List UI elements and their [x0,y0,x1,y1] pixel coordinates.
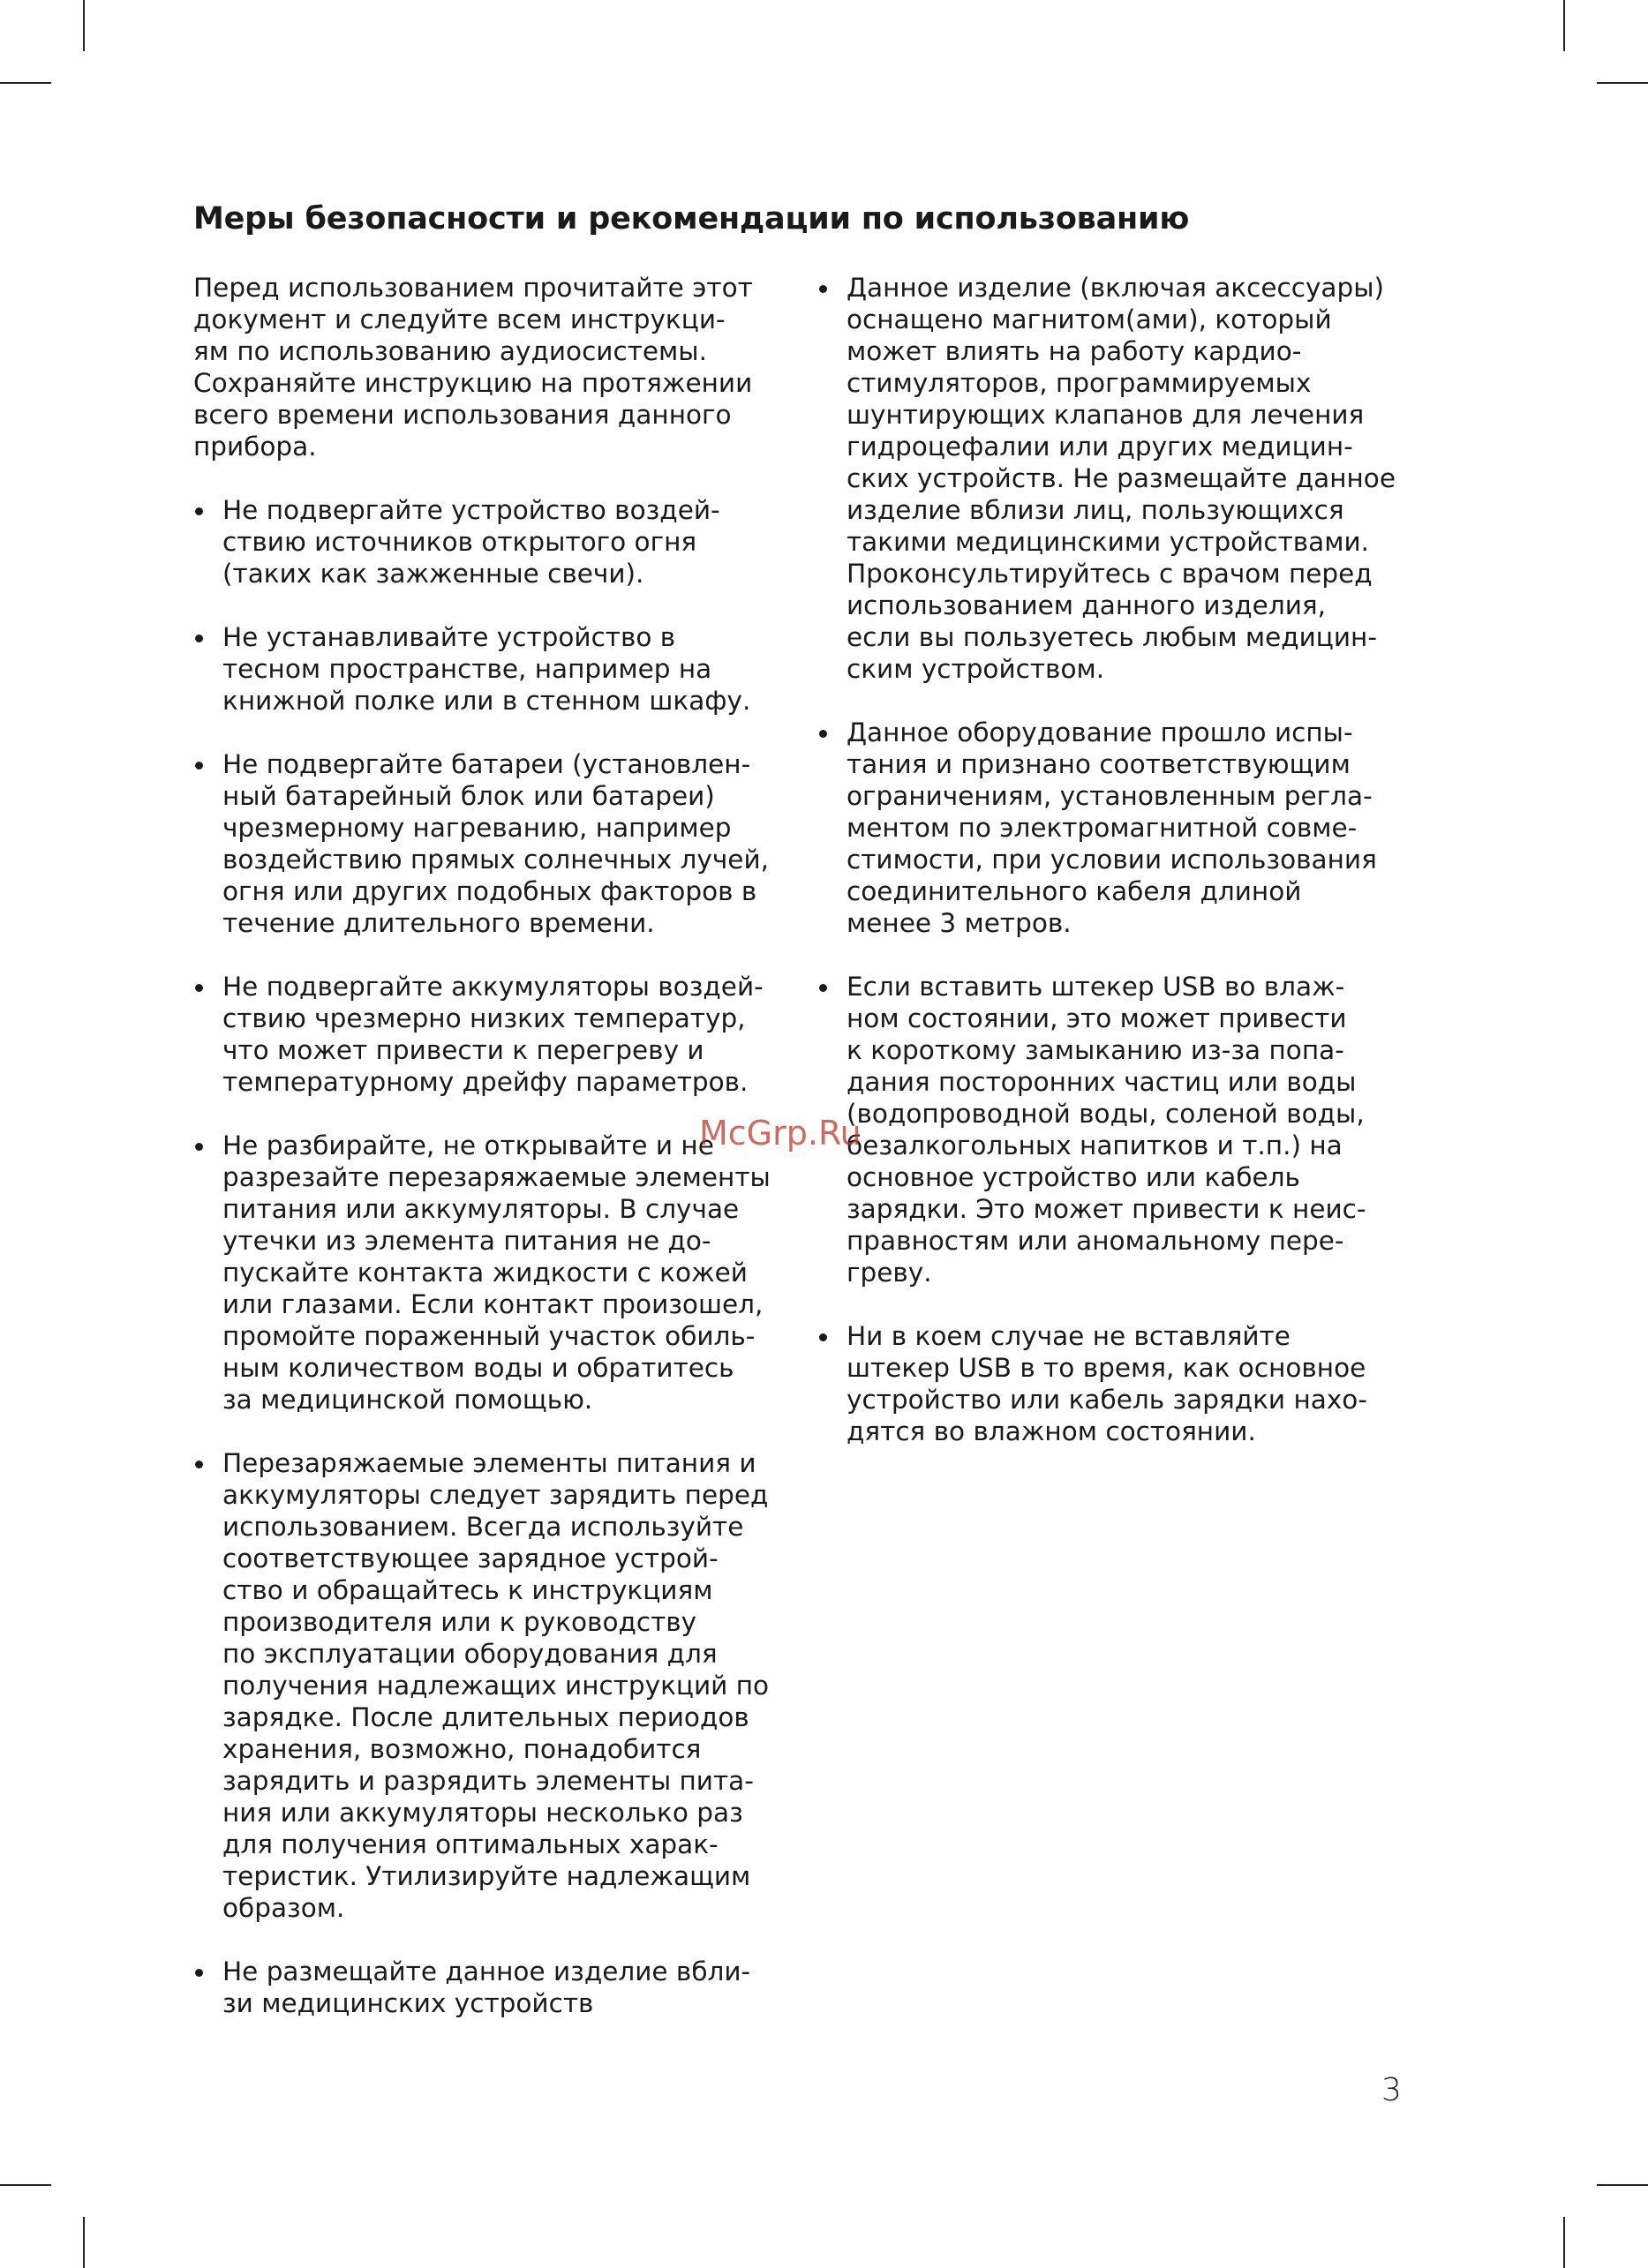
text-line: менее 3 метров. [847,908,1072,938]
bullet-item [193,1447,811,1924]
bullet-dot-icon [195,762,203,770]
text-line: Не подвергайте устройство воздей- [222,495,720,525]
page-number: 3 [1381,2072,1402,2108]
text-line: течение длительного времени. [222,908,655,938]
text-line: ство и обращайтесь к инструкциям [222,1575,713,1605]
crop-mark-top-left-vertical [83,0,85,51]
text-line: к короткому замыканию из-за попа- [847,1035,1344,1065]
text-line: использованием данного изделия, [847,590,1326,620]
bullet-dot-icon [819,1333,827,1341]
bullet-item [193,748,811,939]
crop-mark-top-right-horizontal [1597,82,1648,84]
text-line: питания или аккумуляторы. В случае [222,1194,740,1224]
text-line: Проконсультируйтесь с врачом перед [847,559,1373,589]
text-line: по эксплуатации оборудования для [222,1639,718,1669]
text-line: ограничениям, установленным регла- [847,781,1373,811]
text-line: ских устройств. Не размещайте данное [847,463,1396,493]
text-line: зи медицинских устройств [222,1988,594,2018]
bullet-dot-icon [195,984,203,992]
crop-mark-bottom-left-horizontal [0,2184,51,2186]
text-line: устройство или кабель зарядки нахо- [847,1385,1367,1415]
text-line: всего времени использования данного [193,400,732,430]
bullet-item [193,971,811,1098]
text-line: ствию источников открытого огня [222,527,697,557]
bullet-item [193,1130,811,1416]
text-line: изделие вблизи лиц, пользующихся [847,495,1344,525]
text-line: ментом по электромагнитной совме- [847,813,1358,843]
text-line: производителя или к руководству [222,1607,697,1637]
page-title: Меры безопасности и рекомендации по использованию [193,201,1190,237]
bullet-item [817,1320,1418,1447]
text-line: теристик. Утилизируйте надлежащим [222,1861,751,1891]
text-line: или глазами. Если контакт произошел, [222,1289,764,1319]
bullet-item [817,971,1418,1288]
text-line: документ и следуйте всем инструкци- [193,304,726,334]
right-bullet-list [817,272,1418,1447]
bullet-dot-icon [195,507,203,515]
text-line: греву. [847,1258,932,1288]
bullet-item [193,494,811,590]
text-line: огня или других подобных факторов в [222,876,757,906]
right-column [817,272,1418,1479]
text-line: Данное оборудование прошло испы- [847,717,1353,747]
text-line: утечки из элемента питания не до- [222,1226,711,1256]
text-line: за медицинской помощью. [222,1385,593,1415]
text-line: Перезаряжаемые элементы питания и [222,1448,756,1478]
text-line: воздействию прямых солнечных лучей, [222,845,769,875]
crop-mark-bottom-left-vertical [83,2217,85,2268]
crop-mark-bottom-right-horizontal [1597,2184,1648,2186]
crop-mark-top-left-horizontal [0,82,51,84]
text-line: стимуляторов, программируемых [847,368,1312,398]
text-line: гидроцефалии или других медицин- [847,432,1353,462]
text-line: ным количеством воды и обратитесь [222,1353,734,1383]
bullet-dot-icon [819,285,827,293]
text-line: Не устанавливайте устройство в [222,622,676,652]
bullet-item [193,621,811,717]
text-line: разрезайте перезаряжаемые элементы [222,1162,771,1192]
text-line: для получения оптимальных харак- [222,1829,719,1859]
text-line: (таких как зажженные свечи). [222,559,644,589]
text-line: Если вставить штекер USB во влаж- [847,972,1345,1002]
text-line: пускайте контакта жидкости с кожей [222,1258,748,1288]
text-line: Не разбирайте, не открывайте и не [222,1130,714,1160]
text-line: использованием. Всегда используйте [222,1512,744,1542]
text-line: зарядке. После длительных периодов [222,1702,749,1732]
text-line: (водопроводной воды, соленой воды, [847,1099,1365,1129]
text-line: ям по использованию аудиосистемы. [193,336,707,366]
text-line: температурному дрейфу параметров. [222,1067,749,1097]
intro-paragraph [193,272,811,462]
text-line: книжной полке или в стенном шкафу. [222,686,751,716]
text-line: Данное изделие (включая аксессуары) [847,273,1385,303]
text-line: тесном пространстве, например на [222,654,712,684]
text-line: безалкогольных напитков и т.п.) на [847,1130,1343,1160]
crop-mark-bottom-right-vertical [1563,2217,1565,2268]
text-line: что может привести к перегреву и [222,1035,704,1065]
text-line: промойте пораженный участок обиль- [222,1321,756,1351]
crop-mark-top-right-vertical [1563,0,1565,51]
bullet-dot-icon [195,1461,203,1468]
text-line: прибора. [193,432,317,462]
text-line: зарядки. Это может привести к неис- [847,1194,1366,1224]
text-line: ния или аккумуляторы несколько раз [222,1798,743,1828]
text-line: если вы пользуетесь любым медицин- [847,622,1377,652]
bullet-dot-icon [195,635,203,642]
text-line: оснащено магнитом(ами), который [847,304,1332,334]
text-line: Не размещайте данное изделие вбли- [222,1956,751,1986]
text-line: Не подвергайте батареи (установлен- [222,749,751,779]
left-bullet-list [193,494,811,2019]
text-line: стимости, при условии использования [847,845,1377,875]
text-line: дания посторонних частиц или воды [847,1067,1357,1097]
text-line: тания и признано соответствующим [847,749,1351,779]
text-line: ским устройством. [847,654,1105,684]
text-line: может влиять на работу кардио- [847,336,1302,366]
text-line: соединительного кабеля длиной [847,876,1302,906]
bullet-dot-icon [819,730,827,738]
text-line: Сохраняйте инструкцию на протяжении [193,368,753,398]
text-line: шунтирующих клапанов для лечения [847,400,1365,430]
text-line: основное устройство или кабель [847,1162,1300,1192]
bullet-item [817,272,1418,685]
text-line: Ни в коем случае не вставляйте [847,1321,1291,1351]
text-line: аккумуляторы следует зарядить перед [222,1480,769,1510]
text-line: ствию чрезмерно низких температур, [222,1003,746,1033]
bullet-item [817,717,1418,939]
text-line: получения надлежащих инструкций по [222,1671,770,1701]
left-column [193,272,811,2051]
text-line: соответствующее зарядное устрой- [222,1543,719,1573]
text-line: штекер USB в то время, как основное [847,1353,1366,1383]
bullet-dot-icon [195,1969,203,1977]
text-line: дятся во влажном состоянии. [847,1416,1256,1446]
bullet-dot-icon [195,1143,203,1151]
text-line: такими медицинскими устройствами. [847,527,1370,557]
text-line: чрезмерному нагреванию, например [222,813,732,843]
bullet-item [193,1956,811,2019]
text-line: ный батарейный блок или батареи) [222,781,715,811]
text-line: правностям или аномальному пере- [847,1226,1344,1256]
text-line: Не подвергайте аккумуляторы воздей- [222,972,764,1002]
bullet-dot-icon [819,984,827,992]
text-line: образом. [222,1893,345,1923]
text-line: зарядить и разрядить элементы пита- [222,1766,754,1796]
watermark: McGrp.Ru [699,1114,862,1153]
text-line: ном состоянии, это может привести [847,1003,1347,1033]
text-line: хранения, возможно, понадобится [222,1734,702,1764]
text-line: Перед использованием прочитайте этот [193,273,753,303]
